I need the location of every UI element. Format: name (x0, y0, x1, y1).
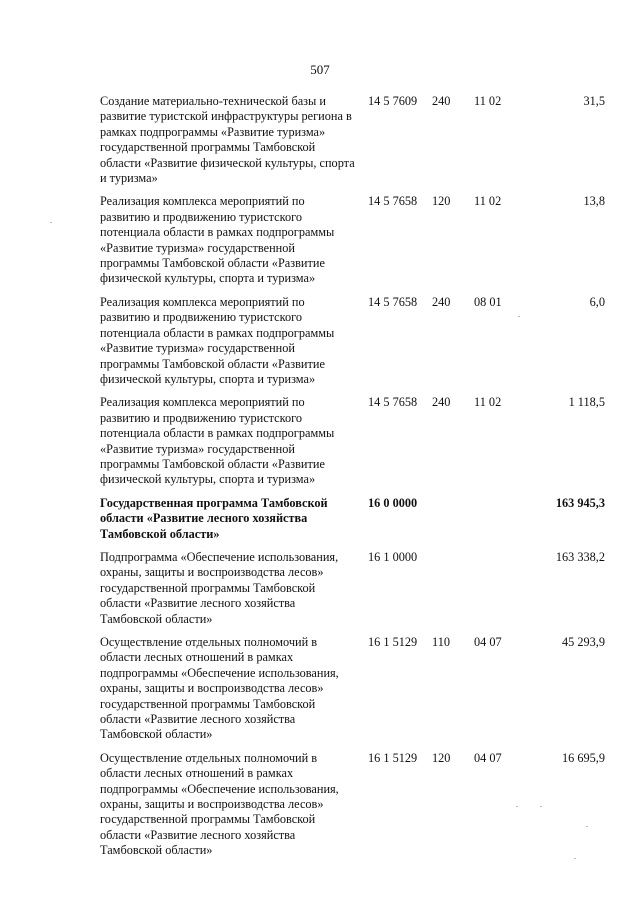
row-section-code: 11 02 (474, 94, 502, 108)
row-name: Осуществление отдельных полномочий в области лесных отношений в рамках подпрограммы «Обеспечение использования, охраны, защиты и воспроизводства лесов» государственной программы Тамбовской области «Развитие лесного хозяйства Тамбовской области» (100, 750, 339, 858)
row-target-article-code: 16 0 0000 (368, 495, 418, 510)
scan-speck (516, 806, 518, 807)
table-row (100, 395, 605, 487)
scan-speck (50, 222, 52, 223)
table-row (100, 635, 605, 743)
row-expense-type-code: 240 (432, 395, 451, 410)
row-name: Государственная программа Тамбовской области «Развитие лесного хозяйства Тамбовской области» (100, 495, 328, 541)
row-amount: 45 293,9 (561, 635, 605, 649)
row-name: Подпрограмма «Обеспечение использования, охраны, защиты и воспроизводства лесов» государственной программы Тамбовской области «Развитие лесного хозяйства Тамбовской области» (100, 549, 339, 626)
row-name: Создание материально-технической базы и развитие туристской инфраструктуры региона в рамках подпрограммы «Развитие туризма» государственной программы Тамбовской области «Развитие физической культуры, спорта и туризма» (100, 94, 355, 186)
row-section-code: 04 07 (474, 635, 502, 649)
table-row (100, 295, 605, 387)
scan-speck (540, 806, 542, 807)
row-target-article-code: 14 5 7609 (368, 94, 418, 108)
row-target-article-code: 14 5 7658 (368, 194, 418, 209)
row-target-article-code: 16 1 5129 (368, 635, 418, 649)
row-name: Реализация комплекса мероприятий по развитию и продвижению туристского потенциала области в рамках подпрограммы «Развитие туризма» государственной программы Тамбовской области «Развитие физической культуры, спорта и туризма» (100, 294, 335, 386)
row-name: Реализация комплекса мероприятий по развитию и продвижению туристского потенциала области в рамках подпрограммы «Развитие туризма» государственной программы Тамбовской области «Развитие физической культуры, спорта и туризма» (100, 395, 335, 487)
row-amount: 6,0 (589, 294, 605, 309)
scan-speck (518, 316, 520, 317)
row-amount: 163 338,2 (555, 549, 605, 564)
row-amount: 163 945,3 (555, 495, 605, 510)
row-amount: 1 118,5 (568, 395, 605, 410)
row-name: Осуществление отдельных полномочий в области лесных отношений в рамках подпрограммы «Обеспечение использования, охраны, защиты и воспроизводства лесов» государственной программы Тамбовской области «Развитие лесного хозяйства Тамбовской области» (100, 635, 339, 742)
table-row (100, 550, 605, 627)
table-row-program (100, 496, 605, 542)
row-section-code: 11 02 (474, 395, 502, 410)
row-target-article-code: 16 1 5129 (368, 750, 418, 765)
table-row (100, 194, 605, 286)
page-number: 507 (310, 62, 330, 77)
row-section-code: 08 01 (474, 294, 502, 309)
row-expense-type-code: 120 (432, 194, 451, 209)
row-amount: 16 695,9 (561, 750, 605, 765)
table-row (100, 751, 605, 859)
row-amount: 31,5 (583, 94, 605, 108)
budget-table (100, 94, 605, 867)
row-target-article-code: 14 5 7658 (368, 294, 418, 309)
row-target-article-code: 16 1 0000 (368, 549, 418, 564)
row-expense-type-code: 110 (432, 635, 450, 649)
row-expense-type-code: 240 (432, 94, 451, 108)
row-amount: 13,8 (583, 194, 605, 209)
row-expense-type-code: 240 (432, 294, 451, 309)
row-target-article-code: 14 5 7658 (368, 395, 418, 410)
row-section-code: 04 07 (474, 750, 502, 765)
row-name: Реализация комплекса мероприятий по развитию и продвижению туристского потенциала области в рамках подпрограммы «Развитие туризма» государственной программы Тамбовской области «Развитие физической культуры, спорта и туризма» (100, 194, 335, 286)
scan-speck (574, 858, 576, 859)
scan-speck (586, 826, 588, 827)
table-row (100, 94, 605, 186)
row-expense-type-code: 120 (432, 750, 451, 765)
row-section-code: 11 02 (474, 194, 502, 209)
